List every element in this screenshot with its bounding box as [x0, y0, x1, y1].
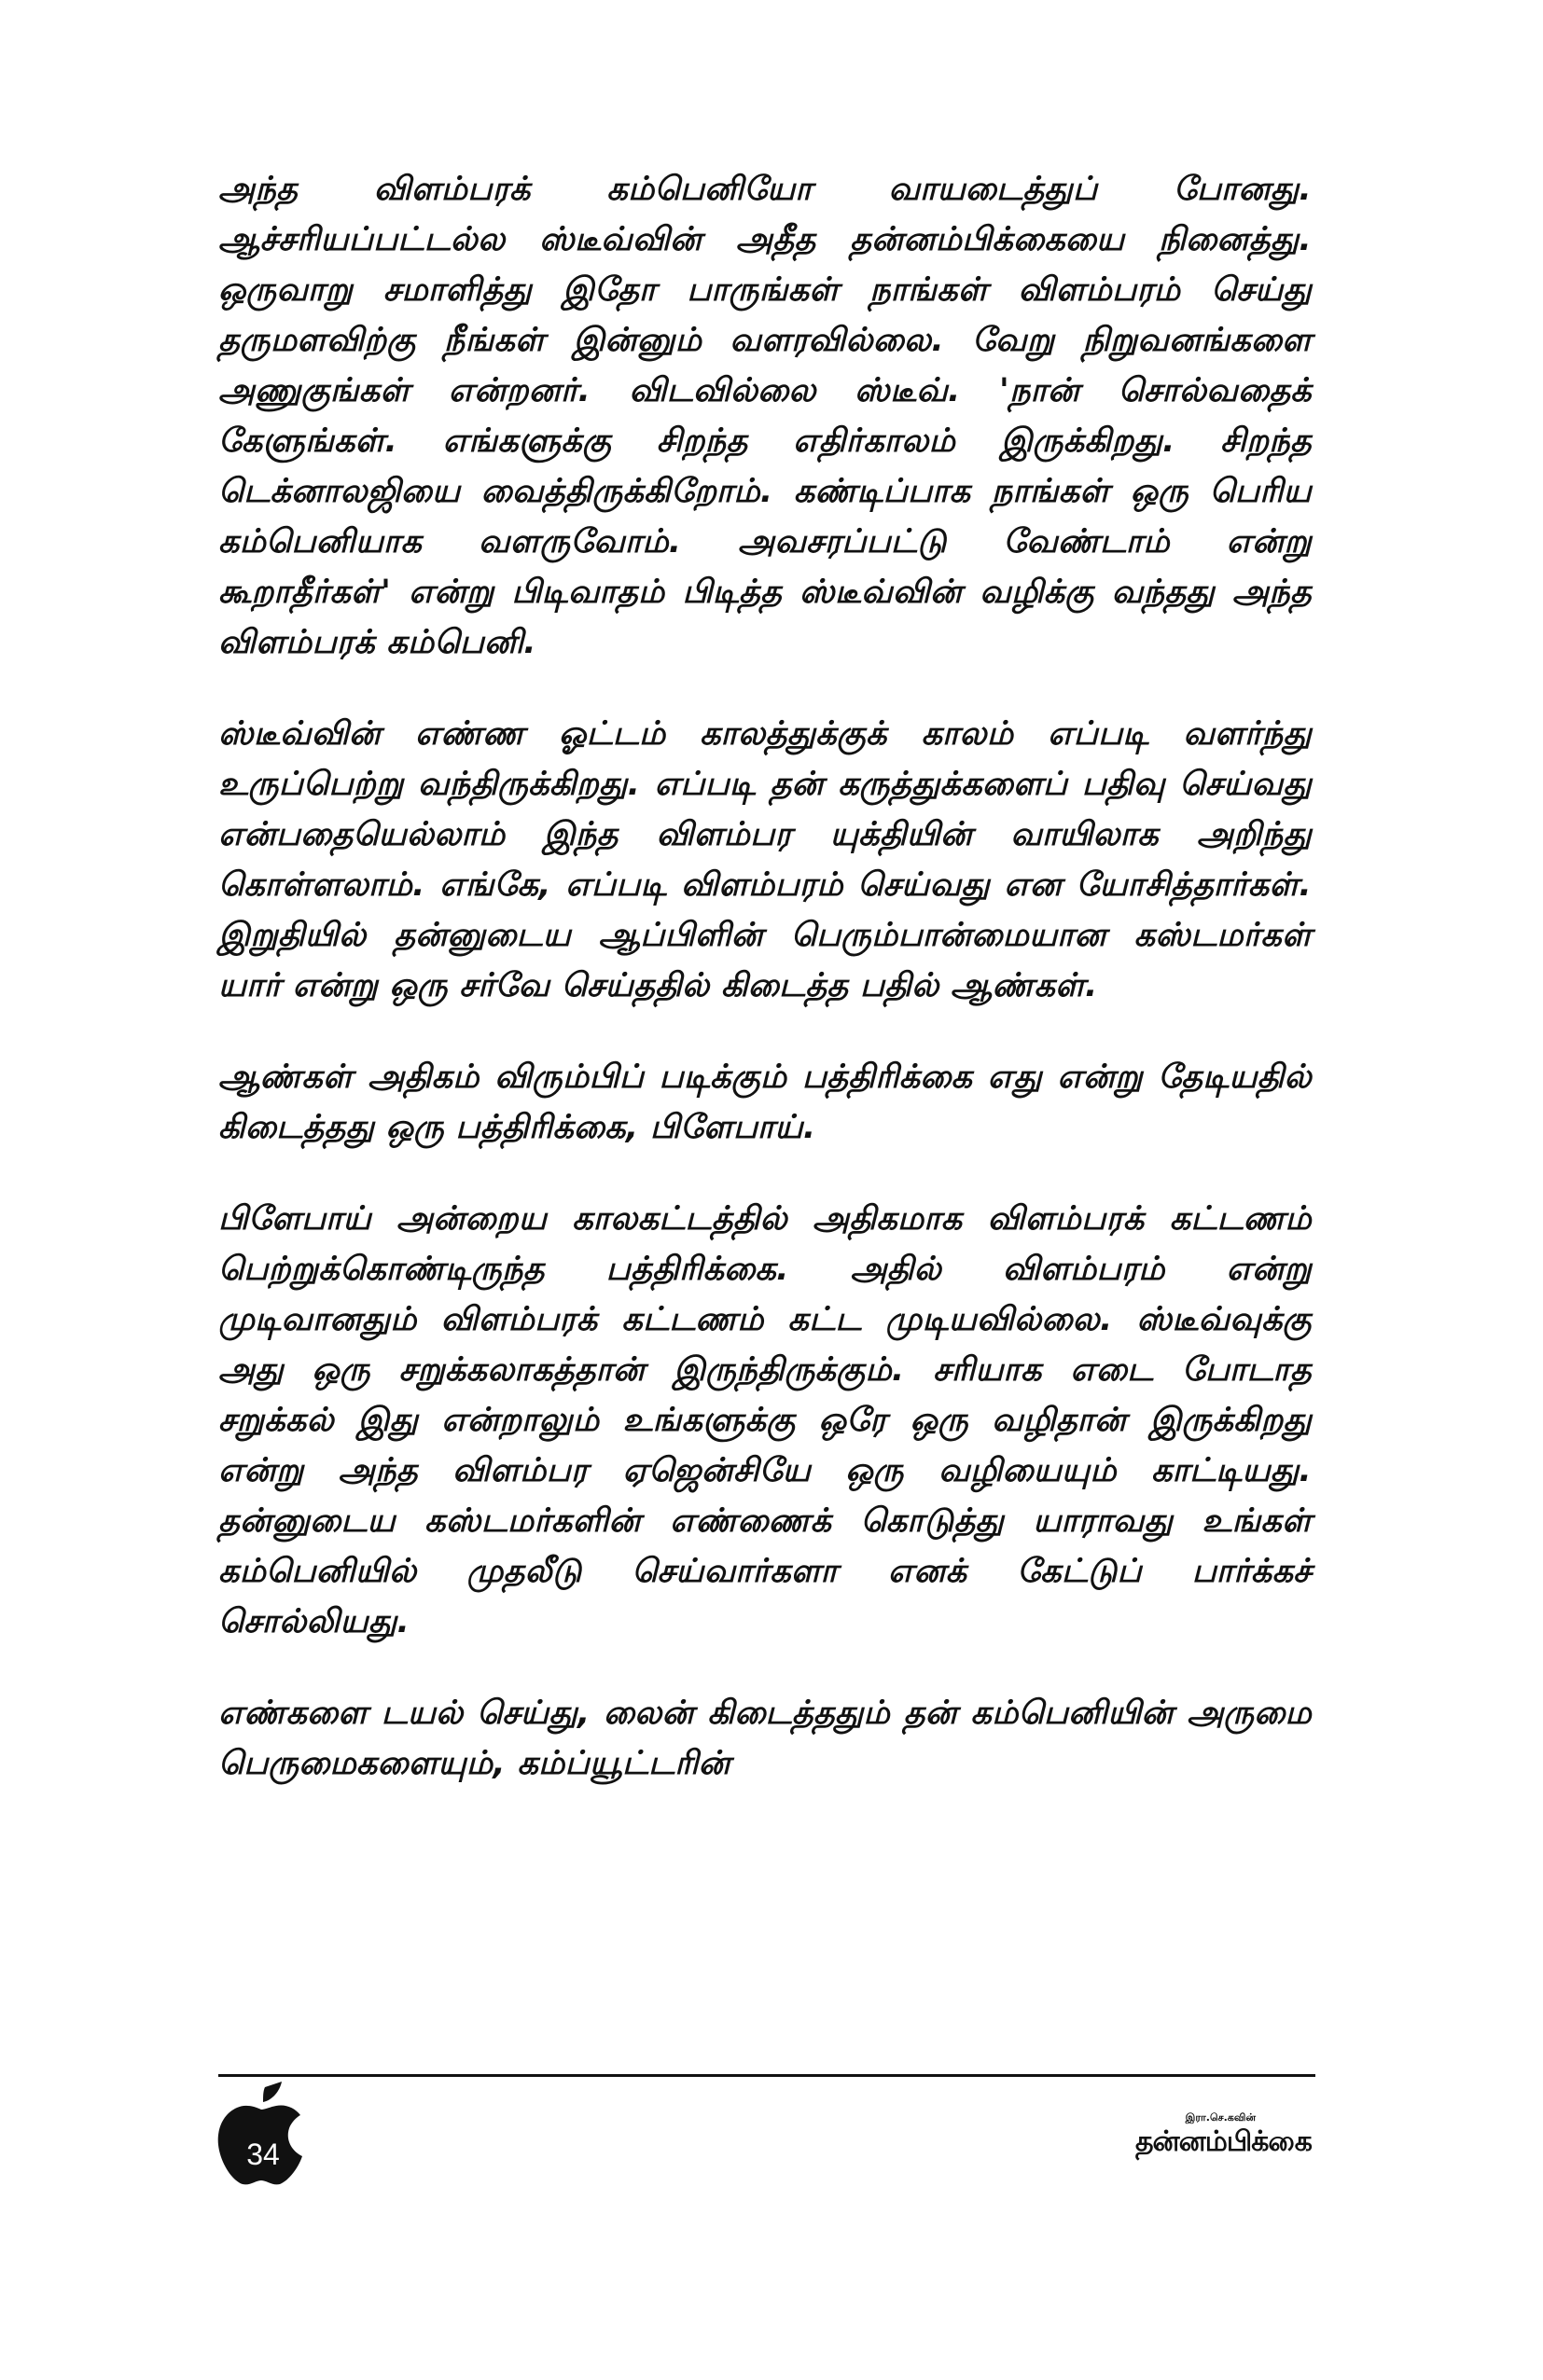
paragraph-5: எண்களை டயல் செய்து, லைன் கிடைத்ததும் தன் கம்பெனியின் அருமை பெருமைகளையும், கம்ப்யூட்டரின் — [218, 1695, 1312, 1782]
footer-divider — [218, 2074, 1315, 2077]
author-name: இரா.செ.கவின் — [1185, 2111, 1256, 2124]
paragraph-3: ஆண்கள் அதிகம் விரும்பிப் படிக்கும் பத்திரிக்கை எது என்று தேடியதில் கிடைத்தது ஒரு பத்திரிக்கை, பிளேபாய். — [218, 1059, 1312, 1146]
book-title: தன்னம்பிக்கை — [1135, 2125, 1312, 2158]
page-number: 34 — [246, 2138, 280, 2171]
page-body — [218, 164, 1312, 1830]
paragraph-2: ஸ்டீவ்வின் எண்ண ஓட்டம் காலத்துக்குக் காலம் எப்படி வளர்ந்து உருப்பெற்று வந்திருக்கிறது. எப்படி தன் கருத்துக்களைப் பதிவு செய்வது என்பதையெல்லாம் இந்த விளம்பர யுக்தியின் வாயிலாக அறிந்து கொள்ளலாம். எங்கே, எப்படி விளம்பரம் செய்வது என யோசித்தார்கள். இறுதியில் தன்னுடைய ஆப்பிளின் பெரும்பான்மையான கஸ்டமர்கள் யார் என்று ஒரு சர்வே செய்ததில் கிடைத்த பதில் ஆண்கள். — [218, 715, 1312, 1004]
book-brand — [1135, 2111, 1312, 2160]
paragraph-4: பிளேபாய் அன்றைய காலகட்டத்தில் அதிகமாக விளம்பரக் கட்டணம் பெற்றுக்கொண்டிருந்த பத்திரிக்கை. அதில் விளம்பரம் என்று முடிவானதும் விளம்பரக் கட்டணம் கட்ட முடியவில்லை. ஸ்டீவ்வுக்கு அது ஒரு சறுக்கலாகத்தான் இருந்திருக்கும். சரியாக எடை போடாத சறுக்கல் இது என்றாலும் உங்களுக்கு ஒரே ஒரு வழிதான் இருக்கிறது என்று அந்த விளம்பர ஏஜென்சியே ஒரு வழியையும் காட்டியது. தன்னுடைய கஸ்டமர்களின் எண்ணைக் கொடுத்து யாராவது உங்கள் கம்பெனியில் முதலீடு செய்வார்களா எனக் கேட்டுப் பார்க்கச் சொல்லியது. — [218, 1200, 1312, 1640]
paragraph-1: அந்த விளம்பரக் கம்பெனியோ வாயடைத்துப் போனது. ஆச்சரியப்பட்டல்ல ஸ்டீவ்வின் அதீத தன்னம்பிக்கையை நினைத்து. ஒருவாறு சமாளித்து இதோ பாருங்கள் நாங்கள் விளம்பரம் செய்து தருமளவிற்கு நீங்கள் இன்னும் வளரவில்லை. வேறு நிறுவனங்களை அணுகுங்கள் என்றனர். விடவில்லை ஸ்டீவ். 'நான் சொல்வதைக் கேளுங்கள். எங்களுக்கு சிறந்த எதிர்காலம் இருக்கிறது. சிறந்த டெக்னாலஜியை வைத்திருக்கிறோம். கண்டிப்பாக நாங்கள் ஒரு பெரிய கம்பெனியாக வளருவோம். அவசரப்பட்டு வேண்டாம் என்று கூறாதீர்கள்' என்று பிடிவாதம் பிடித்த ஸ்டீவ்வின் வழிக்கு வந்தது அந்த விளம்பரக் கம்பெனி. — [218, 171, 1312, 661]
